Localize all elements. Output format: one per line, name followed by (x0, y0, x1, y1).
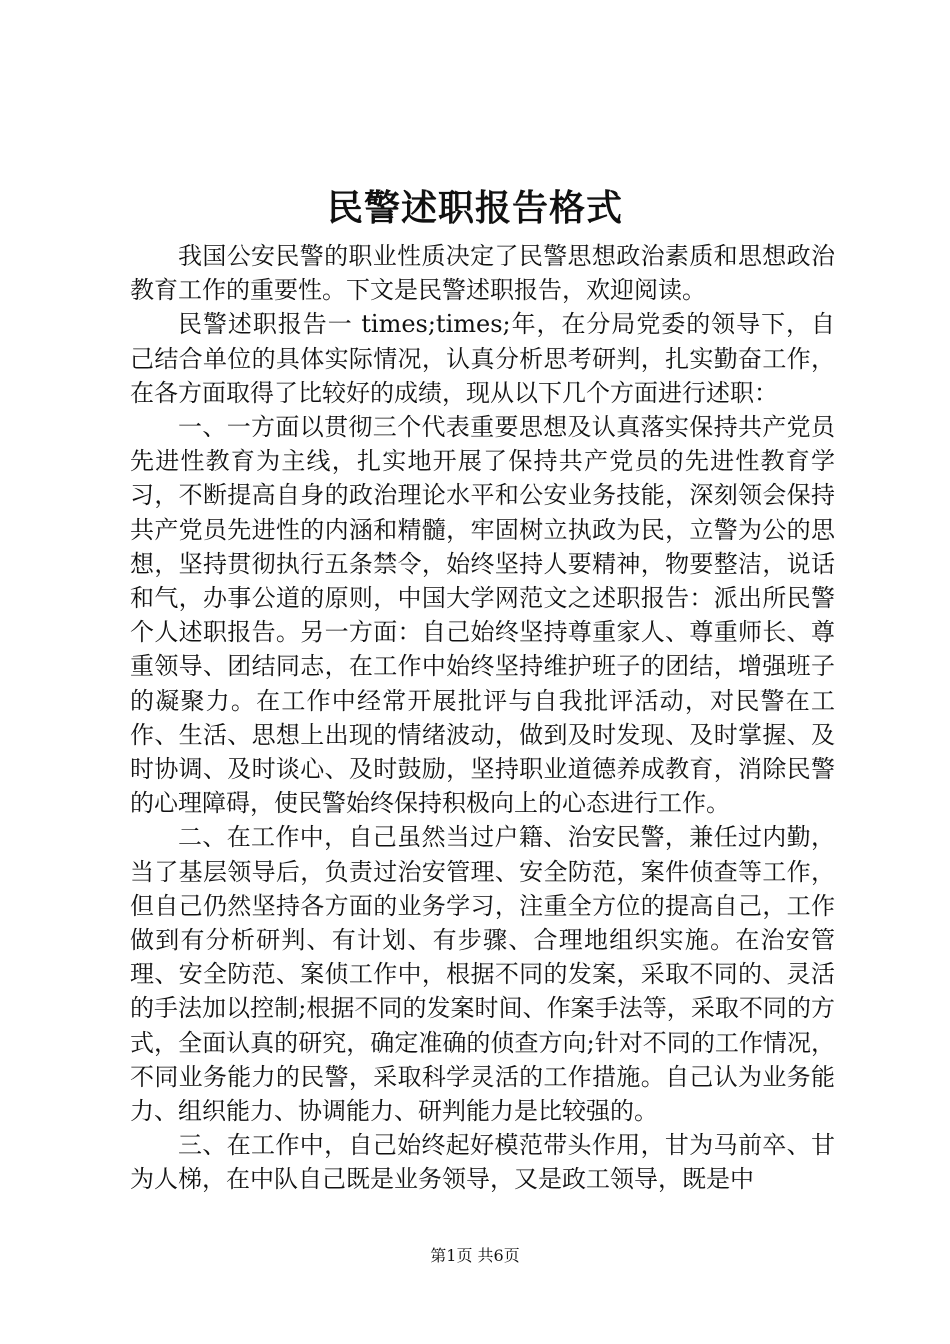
paragraph-section-two: 二、在工作中，自己虽然当过户籍、治安民警，兼任过内勤，当了基层领导后，负责过治安管理、安全防范，案件侦查等工作，但自己仍然坚持各方面的业务学习，注重全方位的提高自己，工作做到有分析研判、有计划、有步骤、合理地组织实施。在治安管理、安全防范、案侦工作中，根据不同的发案，采取不同的、灵活的手法加以控制;根据不同的发案时间、作案手法等，采取不同的方式，全面认真的研究，确定准确的侦查方向;针对不同的工作情况，不同业务能力的民警，采取科学灵活的工作措施。自己认为业务能力、组织能力、协调能力、研判能力是比较强的。 (130, 823, 835, 1126)
page-number-footer: 第1页 共6页 (430, 1246, 520, 1265)
paragraph-section-three: 三、在工作中，自己始终起好模范带头作用，甘为马前卒、甘为人梯，在中队自己既是业务领导，又是政工领导，既是中 (130, 1131, 835, 1194)
paragraph-section-one: 一、一方面以贯彻三个代表重要思想及认真落实保持共产党员先进性教育为主线，扎实地开展了保持共产党员的先进性教育学习，不断提高自身的政治理论水平和公安业务技能，深刻领会保持共产党员先进性的内涵和精髓，牢固树立执政为民，立警为公的思想，坚持贯彻执行五条禁令，始终坚持人要精神，物要整洁，说话和气，办事公道的原则，中国大学网范文之述职报告：派出所民警个人述职报告。另一方面：自己始终坚持尊重家人、尊重师长、尊重领导、团结同志，在工作中始终坚持维护班子的团结，增强班子的凝聚力。在工作中经常开展批评与自我批评活动，对民警在工作、生活、思想上出现的情绪波动，做到及时发现、及时掌握、及时协调、及时谈心、及时鼓励，坚持职业道德养成教育，消除民警的心理障碍，使民警始终保持积极向上的心态进行工作。 (130, 413, 835, 818)
paragraph-intro: 我国公安民警的职业性质决定了民警思想政治素质和思想政治教育工作的重要性。下文是民警述职报告，欢迎阅读。 (130, 242, 835, 305)
document-body (130, 239, 835, 1197)
document-title: 民警述职报告格式 (326, 187, 623, 229)
paragraph-opening: 民警述职报告一 times;times;年，在分局党委的领导下，自己结合单位的具体实际情况，认真分析思考研判，扎实勤奋工作，在各方面取得了比较好的成绩，现从以下几个方面进行述职： (130, 310, 835, 407)
